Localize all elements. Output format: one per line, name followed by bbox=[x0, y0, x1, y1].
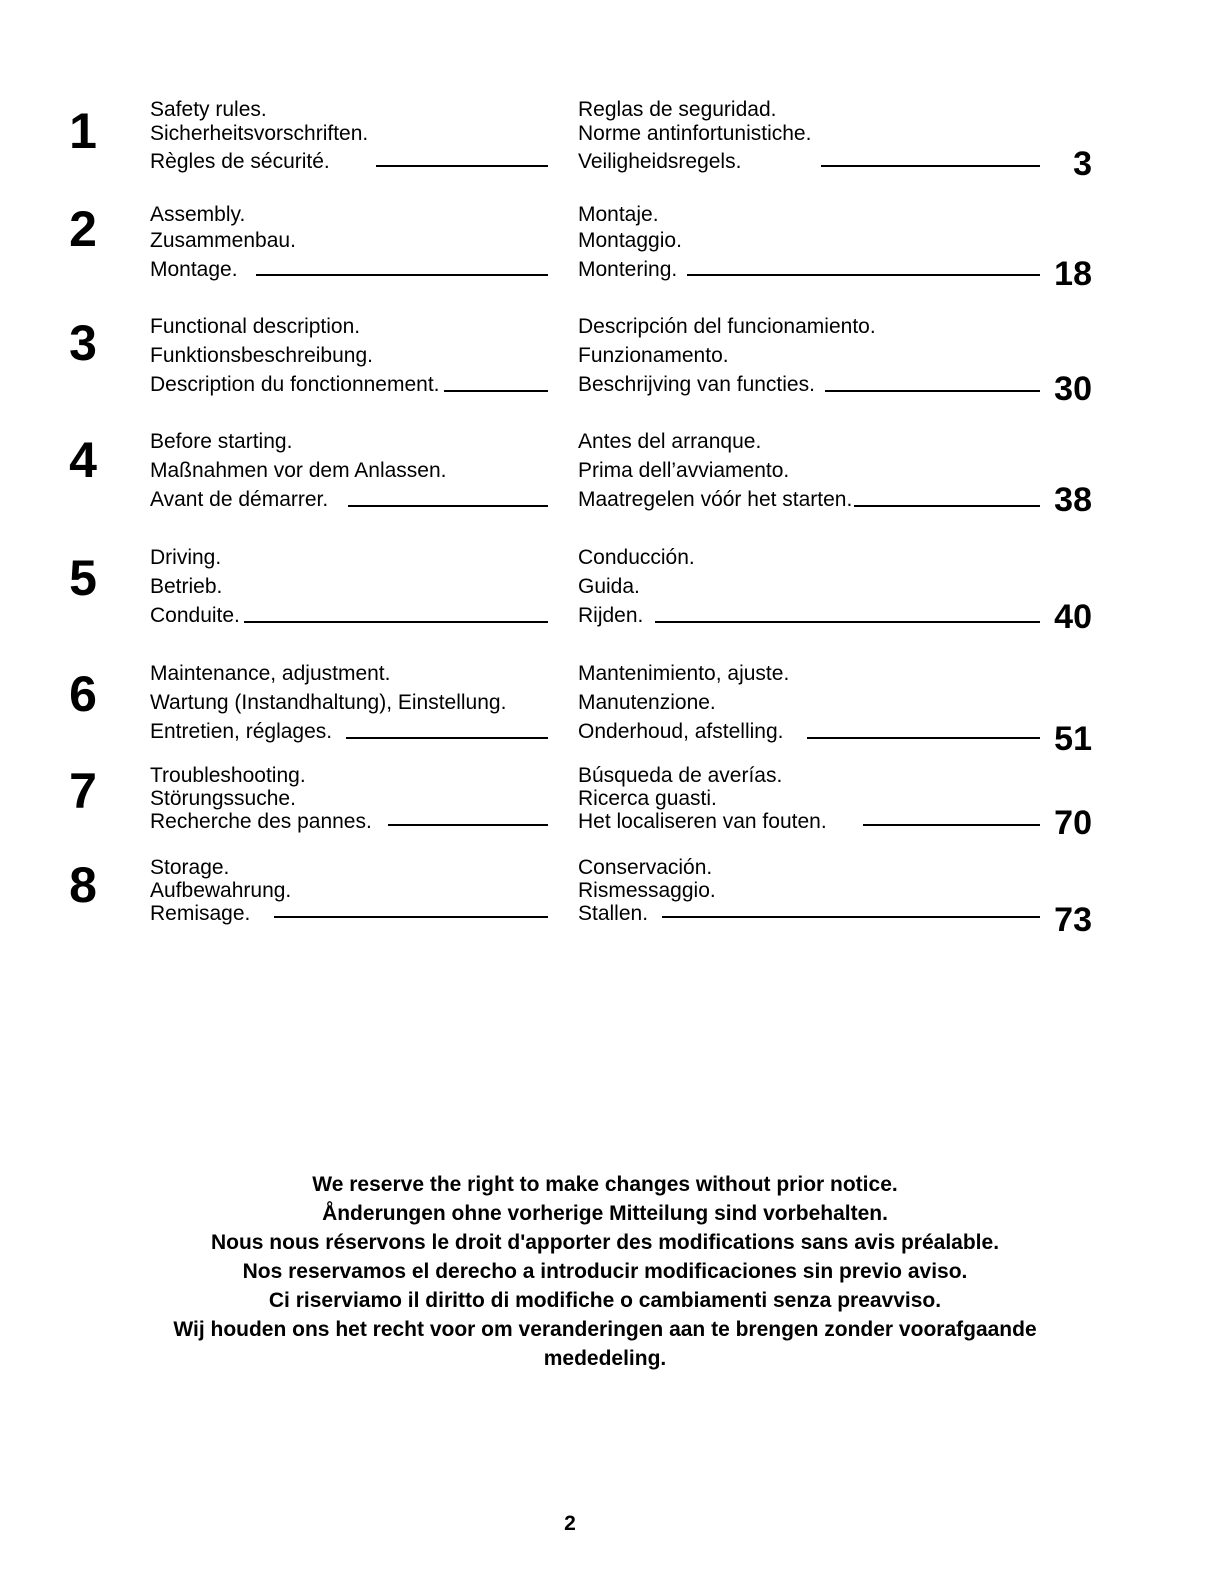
toc-line-text: Entretien, réglages. bbox=[150, 720, 333, 743]
toc-line: Maßnahmen vor dem Anlassen. bbox=[150, 459, 447, 482]
toc-line: Wartung (Instandhaltung), Einstellung. bbox=[150, 691, 507, 714]
toc-line: Mantenimiento, ajuste. bbox=[578, 662, 790, 685]
toc-line bbox=[578, 485, 1040, 514]
toc-left-column bbox=[150, 427, 548, 514]
leader-line bbox=[346, 737, 548, 739]
toc-line: Norme antinfortunistiche. bbox=[578, 122, 812, 145]
toc-line bbox=[150, 370, 548, 399]
toc-line: Rismessaggio. bbox=[578, 879, 716, 902]
page-ref: 70 bbox=[1054, 804, 1092, 842]
section-number: 8 bbox=[69, 857, 97, 913]
leader-line bbox=[687, 274, 1040, 276]
notice-line: Ånderungen ohne vorherige Mitteilung sind vorbehalten. bbox=[322, 1202, 888, 1225]
toc-line-text: Het localiseren van fouten. bbox=[578, 810, 827, 833]
section-number: 5 bbox=[69, 550, 97, 606]
toc-line-text: Montering. bbox=[578, 258, 678, 281]
toc-right-column bbox=[578, 764, 1040, 833]
toc-line bbox=[150, 810, 548, 833]
leader-line bbox=[821, 165, 1040, 167]
toc-line: Safety rules. bbox=[150, 98, 267, 121]
toc-line: Betrieb. bbox=[150, 575, 223, 598]
toc-line bbox=[150, 150, 548, 174]
toc-line: Conservación. bbox=[578, 856, 713, 879]
toc-line-text: Rijden. bbox=[578, 604, 644, 627]
leader-line bbox=[854, 505, 1040, 507]
toc-line: Troubleshooting. bbox=[150, 764, 306, 787]
section-number: 7 bbox=[69, 763, 97, 819]
toc-line: Reglas de seguridad. bbox=[578, 98, 777, 121]
toc-line: Descripción del funcionamiento. bbox=[578, 315, 876, 338]
toc-line bbox=[150, 485, 548, 514]
toc-line: Functional description. bbox=[150, 315, 361, 338]
toc-line-text: Maatregelen vóór het starten. bbox=[578, 488, 853, 511]
notice-line: Nos reservamos el derecho a introducir modificaciones sin previo aviso. bbox=[242, 1260, 968, 1283]
toc-line bbox=[578, 717, 1040, 746]
leader-line bbox=[244, 621, 548, 623]
toc-line: Funzionamento. bbox=[578, 344, 729, 367]
toc-line-text: Onderhoud, afstelling. bbox=[578, 720, 784, 743]
page-ref: 40 bbox=[1054, 598, 1092, 636]
leader-line bbox=[662, 916, 1040, 918]
leader-line bbox=[807, 737, 1040, 739]
leader-line bbox=[388, 824, 548, 826]
page-ref: 51 bbox=[1054, 720, 1092, 758]
toc-line: Maintenance, adjustment. bbox=[150, 662, 391, 685]
page-number: 2 bbox=[564, 1512, 576, 1535]
toc-right-column bbox=[578, 427, 1040, 514]
toc-line: Before starting. bbox=[150, 430, 293, 453]
toc-right-column bbox=[578, 202, 1040, 283]
toc-left-column bbox=[150, 312, 548, 399]
toc-line-text: Veiligheidsregels. bbox=[578, 150, 742, 173]
toc-left-column bbox=[150, 543, 548, 630]
toc-left-column bbox=[150, 659, 548, 746]
toc-right-column bbox=[578, 856, 1040, 925]
toc-line bbox=[150, 257, 548, 283]
leader-line bbox=[655, 621, 1040, 623]
toc-line: Aufbewahrung. bbox=[150, 879, 292, 902]
toc-line-text: Recherche des pannes. bbox=[150, 810, 372, 833]
notice-line: mededeling. bbox=[543, 1347, 667, 1370]
toc-line: Manutenzione. bbox=[578, 691, 716, 714]
toc-line bbox=[150, 717, 548, 746]
section-number: 3 bbox=[69, 315, 97, 371]
toc-line bbox=[150, 601, 548, 630]
leader-line bbox=[274, 916, 548, 918]
toc-right-column bbox=[578, 543, 1040, 630]
toc-line-text: Stallen. bbox=[578, 902, 649, 925]
toc-left-column bbox=[150, 98, 548, 174]
toc-line-text: Conduite. bbox=[150, 604, 240, 627]
leader-line bbox=[825, 390, 1040, 392]
toc-line: Conducción. bbox=[578, 546, 695, 569]
toc-right-column bbox=[578, 312, 1040, 399]
toc-line: Assembly. bbox=[150, 203, 246, 226]
page-ref: 30 bbox=[1054, 370, 1092, 408]
toc-line bbox=[150, 902, 548, 925]
toc-line bbox=[578, 370, 1040, 399]
toc-line: Montaje. bbox=[578, 203, 659, 226]
toc-line bbox=[578, 257, 1040, 283]
toc-line: Zusammenbau. bbox=[150, 229, 296, 252]
toc-line-text: Description du fonctionnement. bbox=[150, 373, 440, 396]
toc-line: Búsqueda de averías. bbox=[578, 764, 783, 787]
toc-line: Storage. bbox=[150, 856, 230, 879]
toc-line bbox=[578, 810, 1040, 833]
notice-line: Wij houden ons het recht voor om veranderingen aan te brengen zonder voorafgaande bbox=[173, 1318, 1037, 1341]
page-ref: 73 bbox=[1054, 901, 1092, 939]
notice-line: Nous nous réservons le droit d'apporter des modifications sans avis préalable. bbox=[210, 1231, 1000, 1254]
toc-line: Prima dell’avviamento. bbox=[578, 459, 790, 482]
notice-line: Ci riserviamo il diritto di modifiche o cambiamenti senza preavviso. bbox=[268, 1289, 942, 1312]
leader-line bbox=[863, 824, 1040, 826]
toc-line-text: Montage. bbox=[150, 258, 238, 281]
toc-left-column bbox=[150, 764, 548, 833]
toc-left-column bbox=[150, 202, 548, 283]
page-ref: 18 bbox=[1054, 255, 1092, 293]
toc-line-text: Beschrijving van functies. bbox=[578, 373, 815, 396]
section-number: 6 bbox=[69, 666, 97, 722]
toc-line-text: Avant de démarrer. bbox=[150, 488, 329, 511]
toc-line: Ricerca guasti. bbox=[578, 787, 717, 810]
section-number: 2 bbox=[69, 201, 97, 257]
leader-line bbox=[376, 165, 548, 167]
toc-line-text: Remisage. bbox=[150, 902, 251, 925]
toc-line bbox=[578, 150, 1040, 174]
notice-line: We reserve the right to make changes without prior notice. bbox=[312, 1173, 898, 1196]
toc-line-text: Règles de sécurité. bbox=[150, 150, 330, 173]
toc-line: Driving. bbox=[150, 546, 222, 569]
page-ref: 3 bbox=[1073, 145, 1092, 183]
toc-line: Antes del arranque. bbox=[578, 430, 762, 453]
toc-line bbox=[578, 902, 1040, 925]
leader-line bbox=[444, 390, 549, 392]
toc-line: Montaggio. bbox=[578, 229, 682, 252]
change-notice bbox=[60, 1170, 1150, 1373]
toc-left-column bbox=[150, 856, 548, 925]
toc-line: Funktionsbeschreibung. bbox=[150, 344, 373, 367]
toc-line: Sicherheitsvorschriften. bbox=[150, 122, 369, 145]
toc-line: Guida. bbox=[578, 575, 640, 598]
toc-right-column bbox=[578, 659, 1040, 746]
leader-line bbox=[348, 505, 548, 507]
leader-line bbox=[256, 274, 548, 276]
toc-line: Störungssuche. bbox=[150, 787, 296, 810]
page-ref: 38 bbox=[1054, 481, 1092, 519]
toc-right-column bbox=[578, 98, 1040, 174]
section-number: 4 bbox=[69, 432, 97, 488]
section-number: 1 bbox=[69, 103, 97, 159]
toc-line bbox=[578, 601, 1040, 630]
